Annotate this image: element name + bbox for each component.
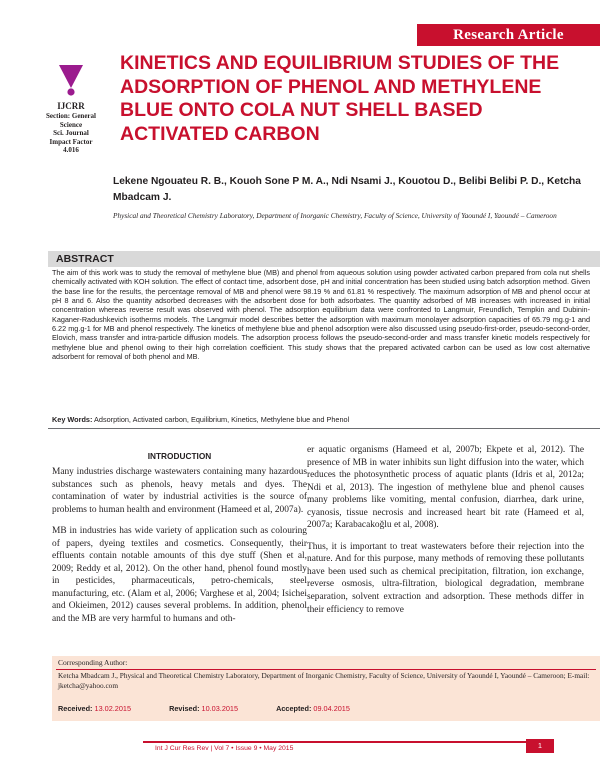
affiliation: Physical and Theoretical Chemistry Laboratory, Department of Inorganic Chemistry, Faculty of Science, University of Yaoundé I, Yaoundé – Cameroon	[113, 211, 557, 220]
intro-paragraph-2: MB in industries has wide variety of application such as colouring of papers, dyeing textiles and cosmetics. Consequently, their effluents contain notable amounts of this dye stuff (Shen et al, 2009; Reddy et al, 2012). On the other hand, phenol found mostly in pesticides, pharmaceuticals, petro-chemicals, steel manufacturing, etc. (Alam et al, 2006; Varghese et al, 2004; Isichei and Okieimen, 2012) causes several problems. In addition, phenol and the MB are very harmful to humans and oth-	[52, 526, 307, 625]
column-left	[52, 466, 307, 635]
journal-logo-icon	[58, 64, 84, 96]
keywords-label: Key Words:	[52, 415, 93, 424]
received-date: 13.02.2015	[94, 704, 132, 713]
submission-dates	[58, 704, 592, 713]
keywords-text: Adsorption, Activated carbon, Equilibrium, Kinetics, Methylene blue and Phenol	[94, 415, 350, 424]
journal-abbr: IJCRR	[57, 101, 85, 111]
revised-label: Revised:	[169, 704, 200, 713]
corresponding-author-text: Ketcha Mbadcam J., Physical and Theoretical Chemistry Laboratory, Department of Inorganic Chemistry, Faculty of Science, University of Yaoundé I, Yaoundé – Cameroon; E-mail: jketcha@yahoo.com	[58, 671, 590, 690]
keywords	[52, 415, 592, 425]
impact-factor-value: 4.016	[63, 146, 79, 154]
page-number: 1	[526, 739, 554, 753]
journal-name: Sci. Journal	[53, 129, 89, 137]
corresponding-divider	[56, 669, 596, 670]
corresponding-author-label: Corresponding Author:	[58, 658, 128, 667]
article-type-badge: Research Article	[417, 24, 600, 46]
journal-section: Section: General Science	[46, 112, 96, 129]
impact-factor-label: Impact Factor	[49, 137, 93, 146]
keywords-divider	[48, 428, 600, 429]
intro-paragraph-1: Many industries discharge wastewaters containing many hazardous substances such as phenols, heavy metals and dyes. The contamination of water by industrial activities is the source of problems to human health and environment (Hameed et al, 2007a).	[52, 467, 307, 515]
received-label: Received:	[58, 704, 93, 713]
accepted-label: Accepted:	[276, 704, 312, 713]
abstract-heading: ABSTRACT	[48, 251, 600, 267]
abstract-text: The aim of this work was to study the removal of methylene blue (MB) and phenol from aqueous solution using powder activated carbon prepared from cola nut shells chemically activated with KOH solution. The effect of contact time, adsorbent dose, pH and initial concentration has been studied using batch adsorption method. Given the base line for the results, the percentage removal of MB and phenol were 98.19 % and 61.81 % respectively. The maximum adsorption of MB and phenol occur at pH 8 and 6. Also the quantity adsorbed decreases with the adsorbent dose for both adsorbates. The quantity adsorbed of MB increases with increased in initial concentration whereas reverse result was observed with phenol. The adsorption equilibrium data were confronted to Langmuir, Freundlich, Tempkin and Dubinin-Kaganer-Radushkevich isotherms models. The Langmuir model describes better the adsorption with maximum monolayer adsorption capacities of 65.79 mg.g-1 and 6.22 mg.g-1 for MB and phenol respectively. The kinetics of methylene blue and phenol adsorption were also discussed using pseudo-first-order, pseudo-second-order, Elovich, mass transfer and intra-particle diffusion models. The adsorption process follows the pseudo-second-order and mass transfer kinetic models respectively for methylene blue and phenol owing to their high correlation coefficient. This study shows that the prepared activated carbon can be used as low cost alternative adsorbent for removal of both phenol and MB.	[52, 268, 590, 362]
intro-paragraph-3: er aquatic organisms (Hameed et al, 2007b; Ekpete et al, 2012). The presence of MB in water inhibits sun light diffusion into the water, which reduces the photosynthetic process of aquatic plants (Idris et al, 2012a; Ndi et al, 2013). The ingestion of methylene blue and phenol causes many problems like vomiting, mental confusion, diarrhea, dark urine, cyanosis, tissue necrosis and increased heart bit rate (Hameed et al, 2007a; Karabacakoğlu et al, 2008).	[307, 445, 584, 531]
intro-paragraph-4: Thus, it is important to treat wastewaters before their rejection into the nature. And for this purpose, many methods of removing these pollutants have been used such as chemical precipitation, filtration, ion exchange, reverse osmosis, ultra-filtration, biological degradation, membrane separation, solvent extraction and adsorption. These methods differ in their efficiency to remove	[307, 541, 584, 615]
accepted-date: 09.04.2015	[313, 704, 350, 713]
footer-citation: Int J Cur Res Rev | Vol 7 • Issue 9 • May 2015	[143, 741, 553, 753]
revised-date: 10.03.2015	[201, 704, 239, 713]
column-right	[307, 444, 584, 625]
article-title: KINETICS AND EQUILIBRIUM STUDIES OF THE ADSORPTION OF PHENOL AND METHYLENE BLUE ONTO COLA NUT SHELL BASED ACTIVATED CARBON	[120, 52, 560, 145]
journal-info	[40, 101, 102, 155]
introduction-heading: INTRODUCTION	[147, 451, 212, 461]
author-list: Lekene Ngouateu R. B., Kouoh Sone P M. A., Ndi Nsami J., Kouotou D., Belibi Belibi P. D., Ketcha Mbadcam J.	[113, 176, 581, 203]
corresponding-author-panel	[52, 656, 600, 721]
